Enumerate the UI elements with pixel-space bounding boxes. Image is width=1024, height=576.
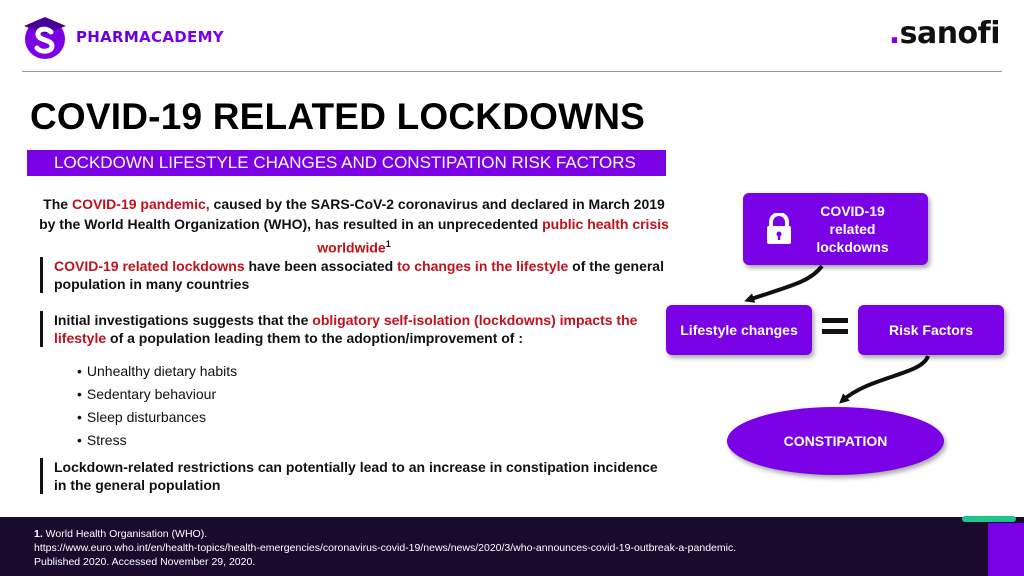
reference-note: 1. World Health Organisation (WHO). https://www.euro.who.int/en/health-topics/health-emergencies/coronavirus-covid-19/news/news/2020/3/who-announces-covid-19-outbreak-a-pandemic. Published 2020. Accessed November 29, 2020. (34, 528, 737, 568)
slide-title: COVID-19 RELATED LOCKDOWNS (30, 96, 646, 137)
reference-url: https://www.euro.who.int/en/health-topics/health-emergencies/coronavirus-covid-19/news/news/2020/3/who-announces-covid-19-outbreak-a-pandemic. (34, 542, 737, 554)
arrow-risk-to-constipation (842, 356, 928, 401)
pharmacademy-wordmark: PHARMACADEMY (76, 28, 224, 46)
intro-paragraph: The COVID-19 pandemic, caused by the SARS-CoV-2 coronavirus and declared in March 2019 by the World Health Organization (WHO), has resulted in an unprecedented public health crisis worldwide$^1$ (39, 196, 669, 256)
covid-lockdowns-node: COVID-19 related lockdowns (743, 193, 928, 265)
sanofi-logo: .sanofi (888, 16, 1000, 51)
point-initial-investigations: Initial investigations suggests that the obligatory self-isolation (lockdowns) impacts the lifestyle of a population leading them to the adoption/improvement of : (40, 311, 660, 347)
list-item: • Sedentary behaviour (77, 383, 237, 406)
list-item: • Sleep disturbances (77, 406, 237, 429)
footer-accent (988, 523, 1024, 576)
arrow-covid-to-lifestyle (748, 266, 822, 300)
risk-factors-node: Risk Factors (858, 305, 1004, 355)
lifestyle-changes-node: Lifestyle changes (666, 305, 812, 355)
constipation-node: CONSTIPATION (727, 407, 944, 475)
footer-green-accent (962, 516, 1016, 522)
point-constipation-increase: Lockdown-related restrictions can potentially lead to an increase in constipation incidence in the general population (40, 458, 660, 494)
list-item: • Stress (77, 429, 237, 452)
point-lockdown-lifestyle: COVID-19 related lockdowns have been associated to changes in the lifestyle of the general population in many countries (40, 257, 680, 293)
lock-icon (765, 213, 793, 245)
equals-sign (822, 318, 848, 340)
list-item: • Unhealthy dietary habits (77, 360, 237, 383)
pharmacademy-mortarboard-icon (22, 14, 68, 60)
footnote-marker: 1 (385, 239, 391, 249)
pharmacademy-logo (22, 14, 224, 60)
risk-behaviour-list (77, 360, 237, 452)
slide-subtitle: LOCKDOWN LIFESTYLE CHANGES AND CONSTIPATION RISK FACTORS (27, 150, 666, 176)
header-divider (22, 71, 1002, 72)
